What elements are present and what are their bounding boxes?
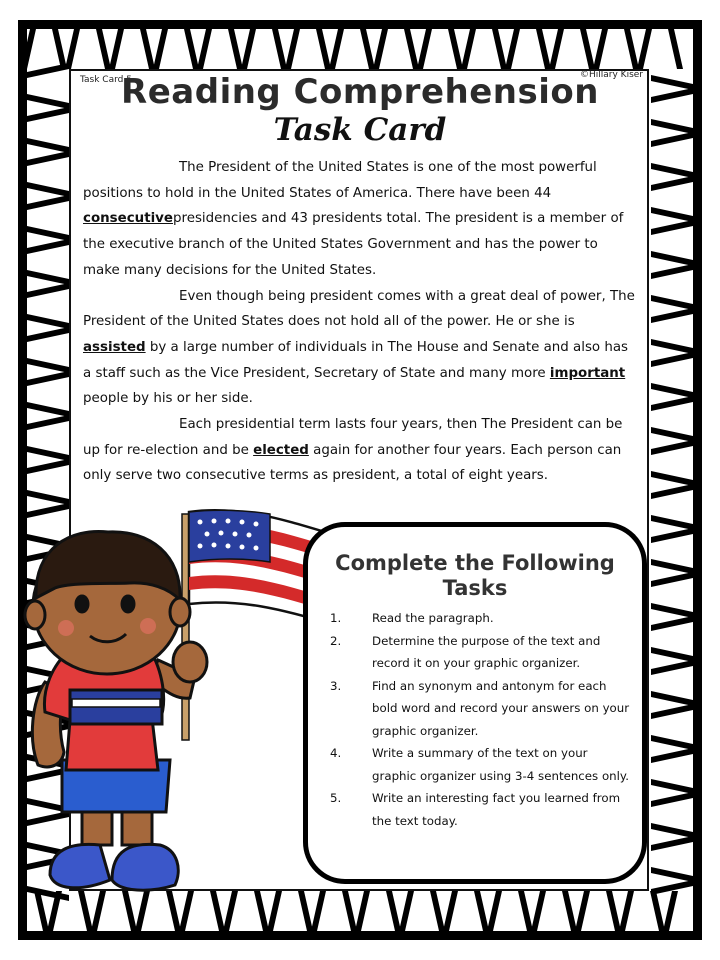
boy <box>25 532 207 891</box>
boy-cheek <box>58 620 74 636</box>
passage-text: Each presidential term lasts four years, then The President can be up for re-election and be <box>83 417 623 458</box>
page-subtitle: Task Card <box>273 112 447 148</box>
boy-cheek <box>140 618 156 634</box>
page-title: Reading Comprehension <box>121 72 599 112</box>
task-number: 3. <box>330 678 342 693</box>
card-number: Task Card 5 <box>80 75 132 85</box>
task-number: 1. <box>330 611 342 625</box>
task-text: Find an synonym and antonym for each bold word and record your answers on your graphic organizer. <box>372 678 630 738</box>
task-text: Read the paragraph. <box>372 611 494 625</box>
task-text: Write an interesting fact you learned from the text today. <box>372 791 621 828</box>
boy-ear <box>170 598 190 626</box>
task-number: 5. <box>330 791 342 805</box>
copyright: ©Hillary Kiser <box>580 70 643 80</box>
passage-text: The President of the United States is one of the most powerful positions to hold in the United States of America. There have been 44 <box>83 160 597 201</box>
boy-ear <box>25 601 45 629</box>
passage-text: again for another four years. Each person can only serve two consecutive terms as president, a total of eight years. <box>83 442 622 484</box>
task-item <box>330 607 630 630</box>
task-number: 4. <box>330 746 342 760</box>
task-text: Determine the purpose of the text and record it on your graphic organizer. <box>372 633 601 670</box>
task-heading-line-1: Complete the Following <box>335 551 615 575</box>
shirt-stripe <box>72 699 160 707</box>
task-list <box>330 607 630 832</box>
task-number: 2. <box>330 633 342 648</box>
passage-text: by a large number of individuals in The House and Senate and also has a staff such as the Vice President, Secretary of State and many more <box>83 339 629 381</box>
passage-text: Even though being president comes with a great deal of power, The President of the United States does not hold all of the power. He or she is <box>83 288 635 330</box>
task-item <box>330 787 630 832</box>
bold-word-consecutive: consecutive <box>83 211 173 227</box>
passage-text: presidencies and 43 presidents total. The president is a member of the executive branch of the United States Government and has the power to make many decisions for the United States. <box>83 211 624 278</box>
flag-canton <box>189 510 270 562</box>
task-item <box>330 742 630 787</box>
boy-eye <box>122 596 134 612</box>
task-heading-line-2: Tasks <box>442 576 508 600</box>
bold-word-important: important <box>549 365 626 381</box>
task-heading <box>308 551 642 601</box>
task-box <box>303 522 647 884</box>
bold-word-elected: elected <box>253 442 309 458</box>
passage-text: people by his or her side. <box>83 391 253 407</box>
bold-word-assisted: assisted <box>83 339 146 355</box>
task-text: Write a summary of the text on your graphic organizer using 3-4 sentences only. <box>372 746 629 783</box>
boy-shoe <box>50 844 110 887</box>
boy-shoe <box>112 844 178 890</box>
boy-eye <box>76 596 88 612</box>
task-item <box>330 675 630 743</box>
boy-hand <box>173 642 207 682</box>
task-item <box>330 630 630 675</box>
